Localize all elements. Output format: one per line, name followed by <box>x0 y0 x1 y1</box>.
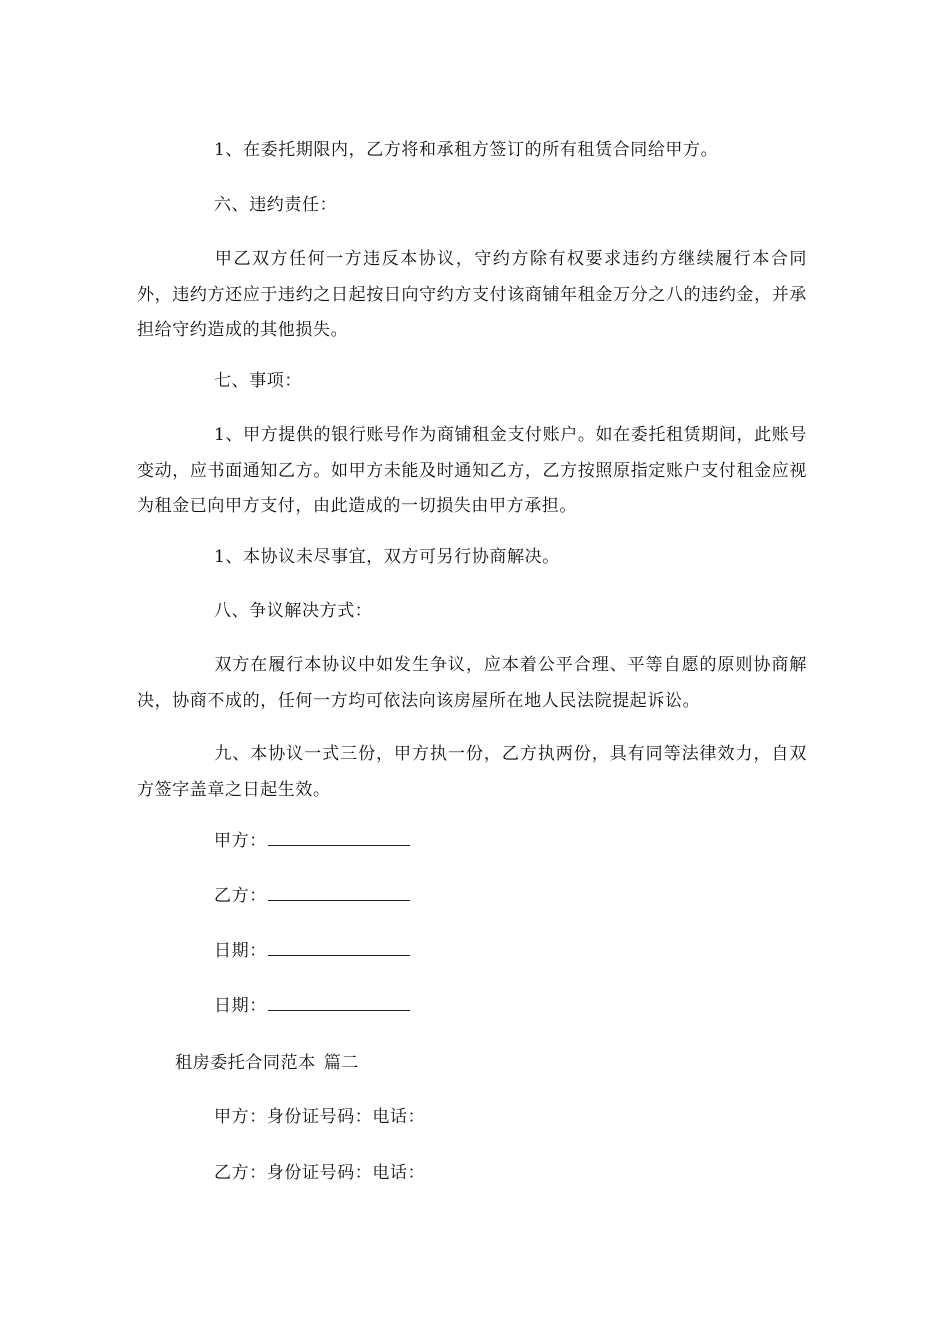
party-b-id-label: 身份证号码： <box>266 1163 373 1183</box>
signature-label: 乙方： <box>214 886 267 906</box>
section-6-body-text: 甲乙双方任何一方违反本协议，守约方除有权要求违约方继续履行本合同外，违约方还应于违约之日起按日向守约方支付该商铺年租金万分之八的违约金，并承担给守约造成的其他损失。 <box>137 249 807 340</box>
signature-party-a <box>214 826 410 856</box>
signature-label: 日期： <box>214 996 267 1016</box>
section-7-item-2: 1、本协议未尽事宜，双方可另行协商解决。 <box>214 547 560 567</box>
signature-party-b <box>214 881 410 911</box>
section-8-body <box>137 648 807 719</box>
signature-blank-line[interactable] <box>268 827 410 846</box>
section-7-heading: 七、事项： <box>214 371 302 391</box>
signature-blank-line[interactable] <box>268 992 410 1011</box>
section-9-body <box>137 737 807 808</box>
part-two-heading <box>175 1048 359 1078</box>
party-a-phone-label: 电话： <box>372 1107 426 1127</box>
signature-date-1 <box>214 936 410 966</box>
party-a-id-label: 身份证号码： <box>266 1107 373 1127</box>
section-7-item-1-text: 1、甲方提供的银行账号作为商铺租金支付账户。如在委托租赁期间，此账号变动，应书面通知乙方。如甲方未能及时通知乙方，乙方按照原指定账户支付租金应视为租金已向甲方支付，由此造成的一切损失由甲方承担。 <box>137 425 807 516</box>
part-two-suffix: 篇二 <box>323 1053 360 1073</box>
party-b-phone-label: 电话： <box>372 1163 426 1183</box>
section-8-body-text: 双方在履行本协议中如发生争议，应本着公平合理、平等自愿的原则协商解决，协商不成的，任何一方均可依法向该房屋所在地人民法院提起诉讼。 <box>137 655 807 711</box>
signature-blank-line[interactable] <box>268 882 410 901</box>
section-6-body <box>137 242 807 349</box>
party-b-info-line <box>214 1158 425 1188</box>
section-6-heading: 六、违约责任： <box>214 195 338 215</box>
signature-label: 甲方： <box>214 831 267 851</box>
signature-label: 日期： <box>214 941 267 961</box>
party-b-label: 乙方： <box>214 1163 267 1183</box>
part-two-title: 租房委托合同范本 <box>175 1053 316 1073</box>
signature-date-2 <box>214 991 410 1021</box>
section-9-body-text: 九、本协议一式三份，甲方执一份，乙方执两份，具有同等法律效力，自双方签字盖章之日起生效。 <box>137 744 807 800</box>
section-8-heading: 八、争议解决方式： <box>214 601 373 621</box>
signature-blank-line[interactable] <box>268 937 410 956</box>
party-a-label: 甲方： <box>214 1107 267 1127</box>
clause-5-item-1: 1、在委托期限内，乙方将和承租方签订的所有租赁合同给甲方。 <box>214 140 719 160</box>
party-a-info-line <box>214 1102 425 1132</box>
section-7-item-1 <box>137 418 807 525</box>
